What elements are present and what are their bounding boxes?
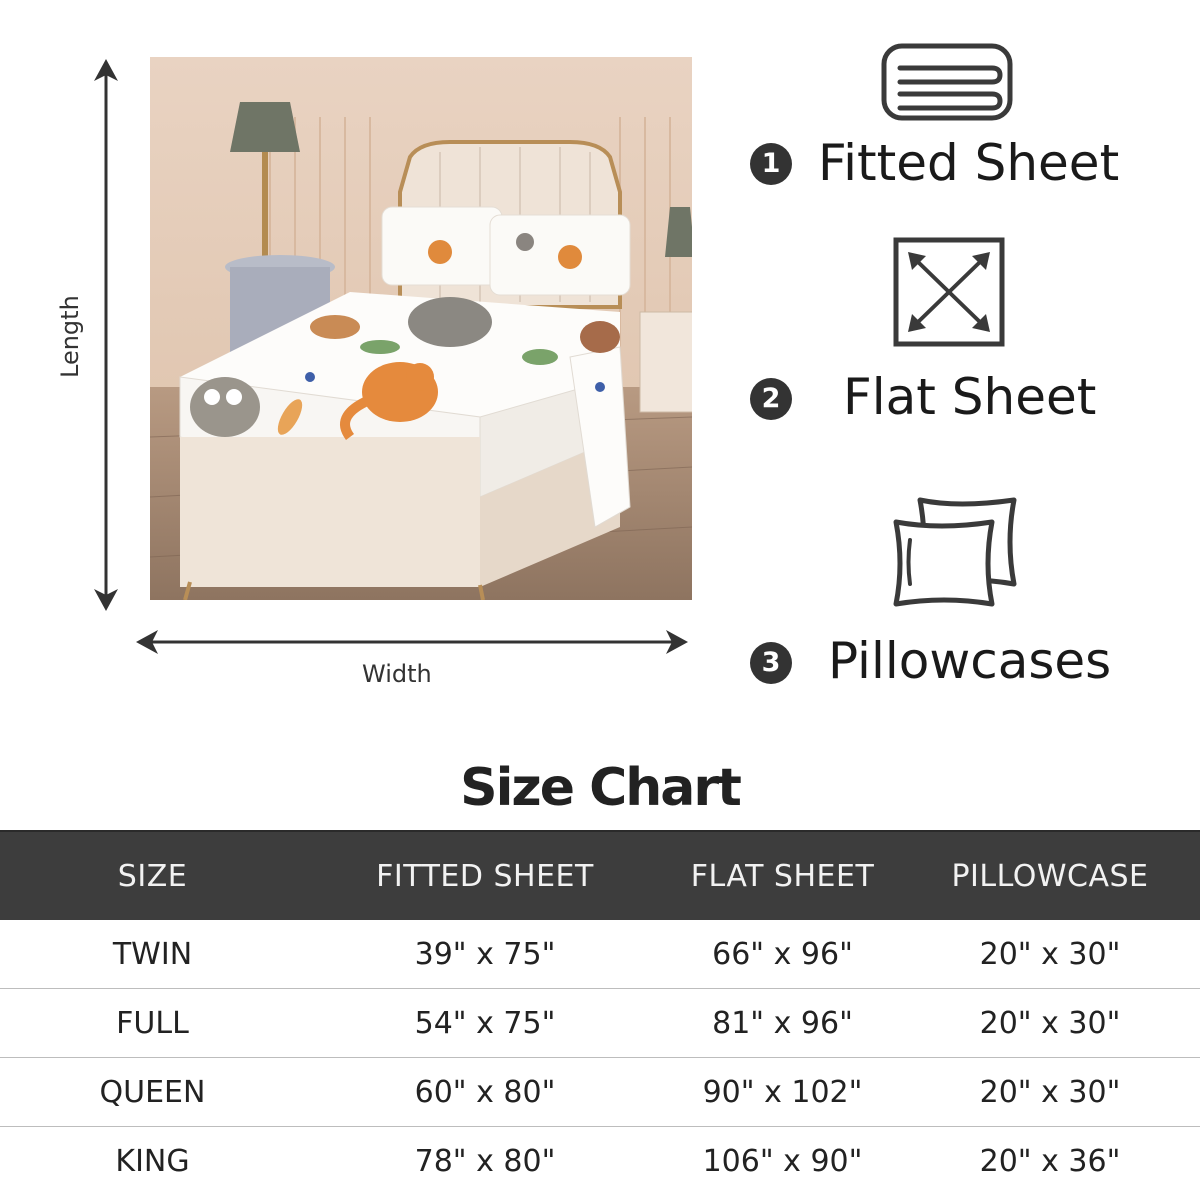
cell-size: KING (115, 1143, 190, 1179)
cell-flat: 81" x 96" (712, 1005, 853, 1041)
table-row (0, 1127, 1200, 1195)
cell-pillowcase: 20" x 30" (979, 1005, 1121, 1041)
cell-size: TWIN (112, 936, 193, 972)
length-arrow (88, 55, 124, 615)
item-label-flat-sheet: Flat Sheet (843, 368, 1097, 426)
folded-sheet-icon (880, 42, 1014, 122)
item-number-1: 1 (750, 143, 792, 185)
width-label: Width (362, 660, 432, 688)
table-row (0, 989, 1200, 1058)
table-header (0, 830, 1200, 920)
cell-flat: 66" x 96" (712, 936, 853, 972)
width-arrow (132, 624, 692, 660)
cell-pillowcase: 20" x 36" (979, 1143, 1121, 1179)
table-row (0, 920, 1200, 989)
header-flat-sheet: FLAT SHEET (690, 858, 875, 894)
size-chart-table (0, 830, 1200, 1195)
table-row (0, 1058, 1200, 1127)
header-fitted-sheet: FITTED SHEET (376, 858, 594, 894)
size-chart-title: Size Chart (460, 758, 740, 818)
cell-size: FULL (116, 1005, 189, 1041)
cell-fitted: 54" x 75" (414, 1005, 556, 1041)
cell-flat: 90" x 102" (702, 1074, 863, 1110)
header-size: SIZE (117, 858, 188, 894)
item-number-2: 2 (750, 378, 792, 420)
cell-fitted: 78" x 80" (414, 1143, 556, 1179)
item-number-3: 3 (750, 642, 792, 684)
length-label: Length (56, 295, 84, 378)
pillowcase-icon (890, 492, 1024, 612)
product-photo (150, 57, 692, 600)
item-label-pillowcases: Pillowcases (828, 632, 1112, 690)
cell-pillowcase: 20" x 30" (979, 936, 1121, 972)
flat-sheet-icon (892, 236, 1006, 348)
cell-pillowcase: 20" x 30" (979, 1074, 1121, 1110)
cell-flat: 106" x 90" (702, 1143, 863, 1179)
item-label-fitted-sheet: Fitted Sheet (818, 134, 1120, 192)
cell-fitted: 60" x 80" (414, 1074, 556, 1110)
header-pillowcase: PILLOWCASE (951, 858, 1149, 894)
cell-size: QUEEN (99, 1074, 206, 1110)
cell-fitted: 39" x 75" (414, 936, 556, 972)
